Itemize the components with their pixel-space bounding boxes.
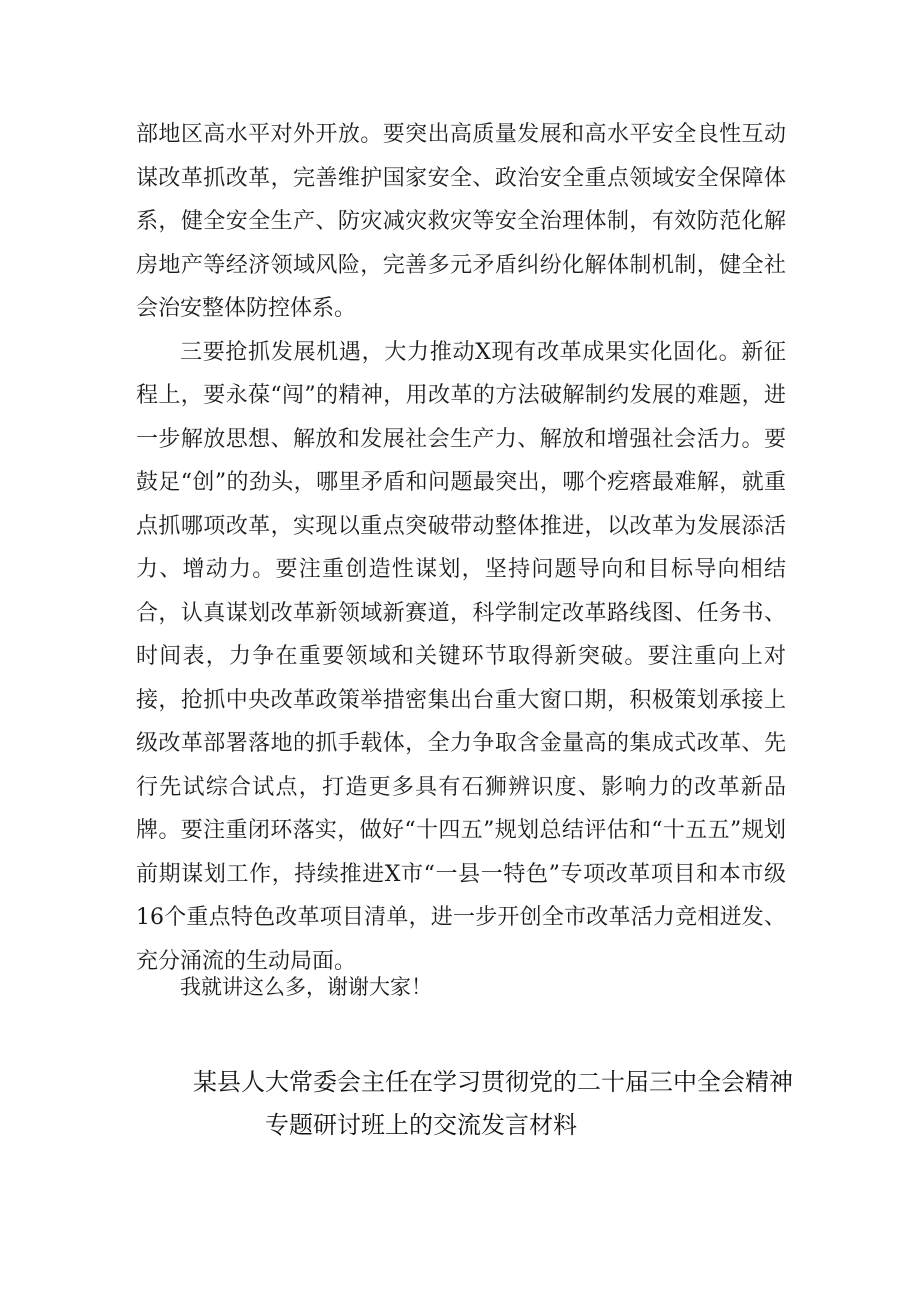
title-line-2: 专题研讨班上的交流发言材料 — [265, 1111, 577, 1139]
paragraph-continued: 部地区高水平对外开放。要突出高质量发展和高水平安全良性互动谋改革抓改革，完善维护国家安全、政治安全重点领域安全保障体系，健全安全生产、防灾减灾救灾等安全治理体制，有效防范化解房地产等经济领域风险，完善多元矛盾纠纷化解体制机制，健全社会治安整体防控体系。 — [136, 122, 786, 321]
speech-body — [136, 113, 786, 983]
title-line-1: 某县人大常委会主任在学习贯彻党的二十届三中全会精神 — [193, 1068, 793, 1096]
next-article-title — [0, 1061, 920, 1147]
closing-remark: 我就讲这么多，谢谢大家！ — [180, 975, 432, 999]
paragraph-third-point: 三要抢抓发展机遇，大力推动X现有改革成果实化固化。新征程上，要永葆“闯”的精神，用改革的方法破解制约发展的难题，进一步解放思想、解放和发展社会生产力、解放和增强社会活力。要鼓足“创”的劲头，哪里矛盾和问题最突出，哪个疙瘩最难解，就重点抓哪项改革，实现以重点突破带动整体推进，以改革为发展添活力、增动力。要注重创造性谋划，坚持问题导向和目标导向相结合，认真谋划改革新领域新赛道，科学制定改革路线图、任务书、时间表，力争在重要领域和关键环节取得新突破。要注重向上对接，抢抓中央改革政策举措密集出台重大窗口期，积极策划承接上级改革部署落地的抓手载体，全力争取含金量高的集成式改革、先行先试综合试点，打造更多具有石狮辨识度、影响力的改革新品牌。要注重闭环落实，做好“十四五”规划总结评估和“十五五”规划前期谋划工作，持续推进X市“一县一特色”专项改革项目和本市级16个重点特色改革项目清单，进一步开创全市改革活力竞相迸发、充分涌流的生动局面。 — [136, 339, 786, 974]
